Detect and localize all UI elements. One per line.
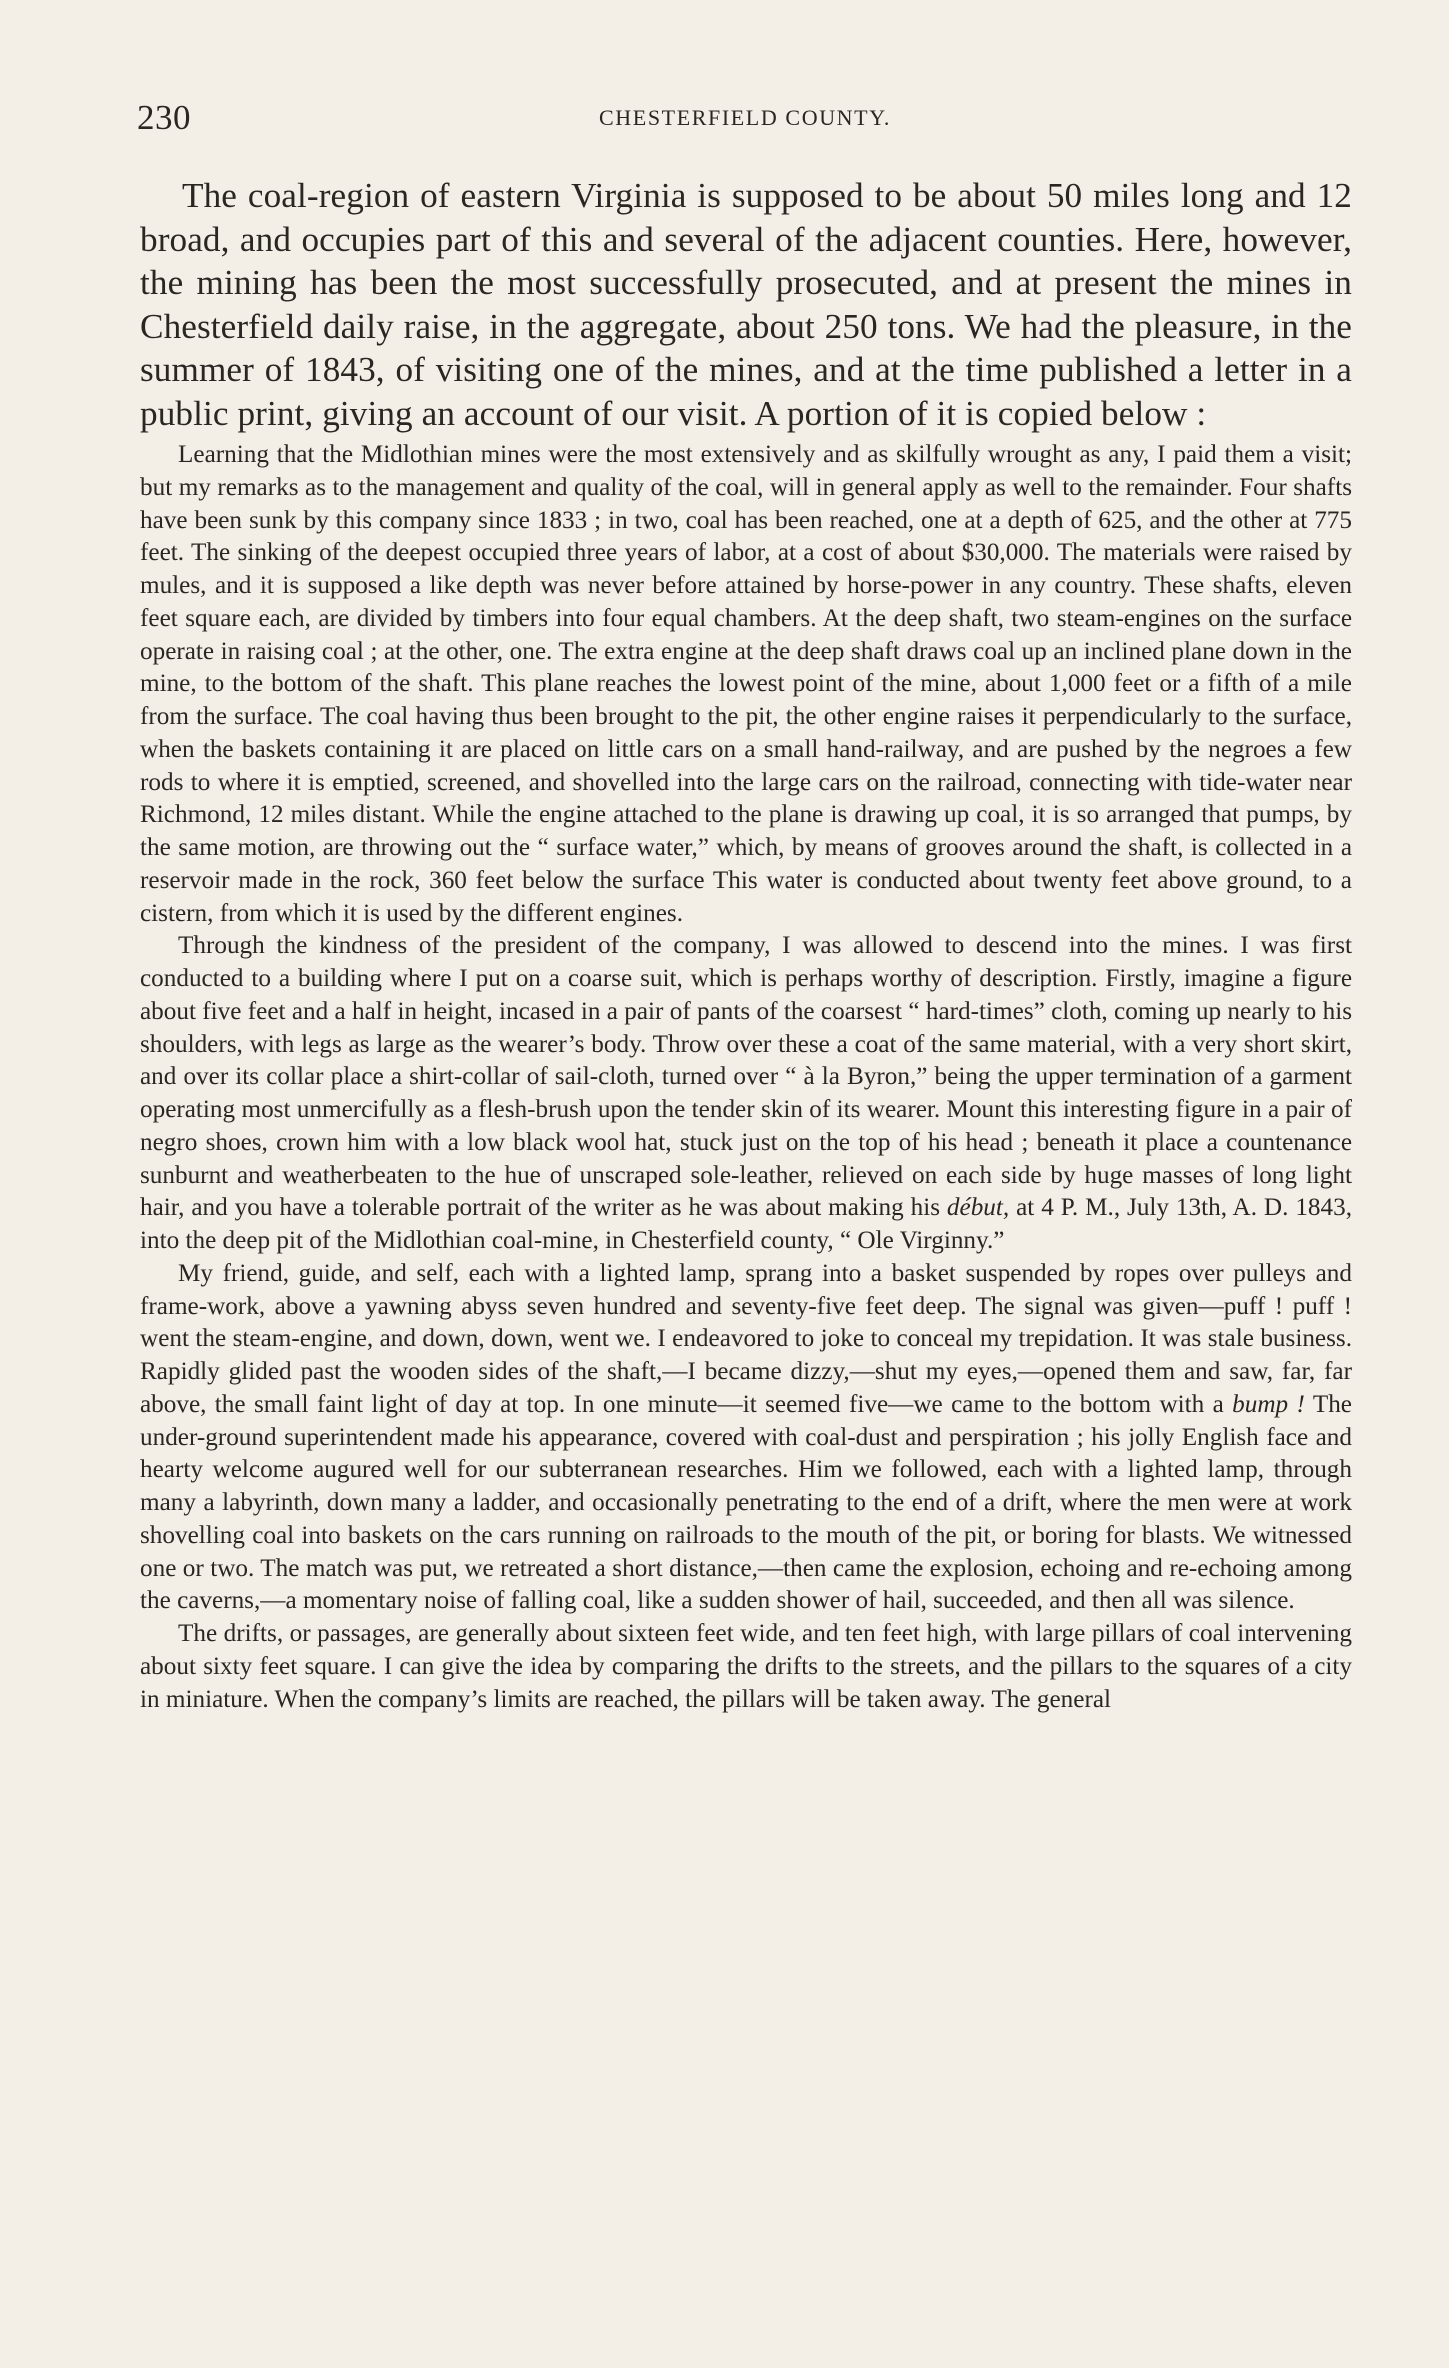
letter-paragraph-drifts: The drifts, or passages, are generally about sixteen feet wide, and ten feet high, with large pillars of coal intervening about sixty feet square. I can give the idea by comparing the drifts to the streets, and the pillars to the squares of a city in miniature. When the company’s limits are reached, the pillars will be taken away. The general xyxy=(140,1620,1352,1713)
page-number: 230 xyxy=(137,98,191,137)
bump-italic-word: bump ! xyxy=(1232,1390,1305,1418)
suit-description-text: Through the kindness of the president of the company, I was allowed to descend into the mines. I was first conducted to a building where I put on a coarse suit, which is perhaps worthy of description. Firstly, imagine a figure about five feet and a half in height, incased in a pair of pants of the coarsest “ hard-times” cloth, coming up nearly to his shoulders, with legs as large as the wearer’s body. Throw over these a coat of the same material, with a very short skirt, and over its collar place a shirt-collar of sail-cloth, turned over “ à la Byron,” being the upper termination of a garment operating most unmercifully as a flesh-brush upon the tender skin of its wearer. Mount this interesting figure in a pair of negro shoes, crown him with a low black wool hat, stuck just on the top of his head ; beneath it place a countenance sunburnt and weatherbeaten to the hue of unscraped sole-leather, relieved on each side by huge masses of long light hair, and you have a tolerable portrait of the writer as he was about making his xyxy=(140,932,1352,1222)
page-body xyxy=(140,174,1352,1716)
quoted-letter xyxy=(140,439,1352,1716)
letter-paragraph-mines-overview: Learning that the Midlothian mines were the most extensively and as skilfully wrought as any, I paid them a visit; but my remarks as to the management and quality of the coal, will in general apply as well to the remainder. Four shafts have been sunk by this company since 1833 ; in two, coal has been reached, one at a depth of 625, and the other at 775 feet. The sinking of the deepest occupied three years of labor, at a cost of about $30,000. The materials were raised by mules, and it is supposed a like depth was never before attained by horse-power in any country. These shafts, eleven feet square each, are divided by timbers into four equal chambers. At the deep shaft, two steam-engines on the surface operate in raising coal ; at the other, one. The extra engine at the deep shaft draws coal up an inclined plane down in the mine, to the bottom of the shaft. This plane reaches the lowest point of the mine, about 1,000 feet or a fifth of a mile from the surface. The coal having thus been brought to the pit, the other engine raises it perpendicularly to the surface, when the baskets containing it are placed on little cars on a small hand-railway, and are pushed by the negroes a few rods to where it is emptied, screened, and shovelled into the large cars on the railroad, connecting with tide-water near Richmond, 12 miles distant. While the engine attached to the plane is drawing up coal, it is so arranged that pumps, by the same motion, are throwing out the “ surface water,” which, by means of grooves around the shaft, is collected in a reservoir made in the rock, 360 feet below the surface This water is conducted about twenty feet above ground, to a cistern, from which it is used by the different engines. xyxy=(140,441,1352,927)
debut-italic-word: début, xyxy=(946,1194,1010,1222)
running-head xyxy=(137,98,1353,138)
letter-paragraph-mining-suit xyxy=(140,930,1352,1258)
letter-paragraph-descent xyxy=(140,1258,1352,1618)
intro-paragraph: The coal-region of eastern Virginia is supposed to be about 50 miles long and 12 broad, and occupies part of this and several of the adjacent counties. Here, however, the mining has been the most successfully prosecuted, and at present the mines in Chesterfield daily raise, in the aggregate, about 250 tons. We had the pleasure, in the summer of 1843, of visiting one of the mines, and at the time published a letter in a public print, giving an account of our visit. A portion of it is copied below : xyxy=(140,176,1352,433)
running-title: CHESTERFIELD COUNTY. xyxy=(599,105,891,130)
descent-narrative-text: My friend, guide, and self, each with a lighted lamp, sprang into a basket suspended by ropes over pulleys and frame-work, above a yawning abyss seven hundred and seventy-five feet deep. The signal was given—puff ! puff ! went the steam-engine, and down, down, went we. I endeavored to joke to conceal my trepidation. It was stale business. Rapidly glided past the wooden sides of the shaft,—I became dizzy,—shut my eyes,—opened them and saw, far, far above, the small faint light of day at top. In one minute—it seemed five—we came to the bottom with a xyxy=(140,1259,1352,1418)
descent-date-text: at 4 P. M., July 13th, A. D. 1843, into the deep pit of the Midlothian coal-mine, in Chesterfield county, “ Ole Virginny.” xyxy=(140,1194,1353,1254)
underground-tour-text: The under-ground superintendent made his appearance, covered with coal-dust and perspiration ; his jolly English face and hearty welcome augured well for our subterranean researches. Him we followed, each with a lighted lamp, through many a labyrinth, down many a ladder, and occasionally penetrating to the end of a drift, where the men were at work shovelling coal into baskets on the cars running on railroads to the mouth of the pit, or boring for blasts. We witnessed one or two. The match was put, we retreated a short distance,—then came the explosion, echoing and re-echoing among the caverns,—a momentary noise of falling coal, like a sudden shower of hail, succeeded, and then all was silence. xyxy=(140,1390,1352,1615)
